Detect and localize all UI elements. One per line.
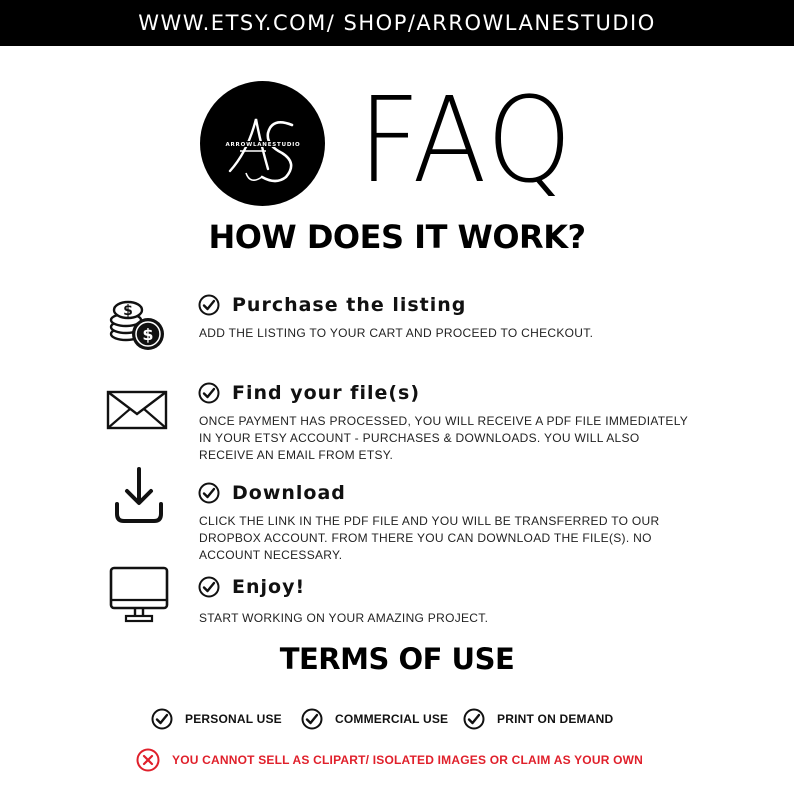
check-icon — [463, 708, 485, 730]
coins-icon — [106, 300, 168, 359]
prohibited-x-icon — [136, 748, 160, 772]
desc-line: ACCOUNT NECESSARY. — [199, 548, 343, 562]
check-icon — [198, 294, 220, 316]
desc-line: CLICK THE LINK IN THE PDF FILE AND YOU WILL BE TRANSFERRED TO OUR — [199, 514, 660, 528]
logo-wordmark: ARROWLANESTUDIO — [225, 142, 301, 148]
step-1-title — [198, 294, 466, 316]
term-print-on-demand — [463, 708, 613, 730]
term-personal-use — [151, 708, 282, 730]
step-4-title — [198, 576, 305, 598]
how-heading: HOW DOES IT WORK? — [208, 218, 586, 256]
step-2-title — [198, 382, 420, 404]
terms-heading: TERMS OF USE — [279, 642, 515, 676]
desc-line: DROPBOX ACCOUNT. FROM THERE YOU CAN DOWNLOAD THE FILE(S). NO — [199, 531, 652, 545]
envelope-icon — [106, 390, 168, 435]
step-2-description — [199, 413, 699, 464]
term-label: PERSONAL USE — [185, 712, 282, 726]
term-commercial-use — [301, 708, 448, 730]
download-icon — [113, 466, 165, 529]
terms-list — [0, 708, 794, 734]
desc-line: START WORKING ON YOUR AMAZING PROJECT. — [199, 611, 489, 625]
desc-line: RECEIVE AN EMAIL FROM ETSY. — [199, 448, 394, 462]
step-title-label: Find your file(s) — [232, 382, 421, 404]
monitor-icon — [109, 566, 169, 629]
usage-warning — [136, 748, 643, 772]
brand-logo — [200, 81, 325, 206]
check-icon — [198, 576, 220, 598]
top-banner — [0, 0, 794, 46]
shop-url: WWW.ETSY.COM/ SHOP/ARROWLANESTUDIO — [138, 11, 656, 35]
desc-line: IN YOUR ETSY ACCOUNT - PURCHASES & DOWNLOADS. YOU WILL ALSO — [199, 431, 640, 445]
logo-monogram-icon — [200, 81, 325, 206]
desc-line: ADD THE LISTING TO YOUR CART AND PROCEED TO CHECKOUT. — [199, 326, 594, 340]
warning-text: YOU CANNOT SELL AS CLIPART/ ISOLATED IMAGES OR CLAIM AS YOUR OWN — [172, 753, 644, 767]
desc-line: ONCE PAYMENT HAS PROCESSED, YOU WILL RECEIVE A PDF FILE IMMEDIATELY — [199, 414, 689, 428]
check-icon — [198, 482, 220, 504]
check-icon — [198, 382, 220, 404]
page-title: FAQ — [358, 71, 574, 209]
term-label: PRINT ON DEMAND — [497, 712, 614, 726]
step-title-label: Purchase the listing — [232, 294, 467, 316]
step-4-description — [199, 610, 699, 627]
step-title-label: Enjoy! — [232, 576, 306, 598]
term-label: COMMERCIAL USE — [335, 712, 449, 726]
step-title-label: Download — [232, 482, 346, 504]
check-icon — [301, 708, 323, 730]
step-3-description — [199, 513, 699, 564]
svg-text:$: $ — [123, 303, 133, 319]
check-icon — [151, 708, 173, 730]
step-3-title — [198, 482, 346, 504]
step-1-description — [199, 325, 699, 342]
svg-text:$: $ — [142, 325, 154, 344]
